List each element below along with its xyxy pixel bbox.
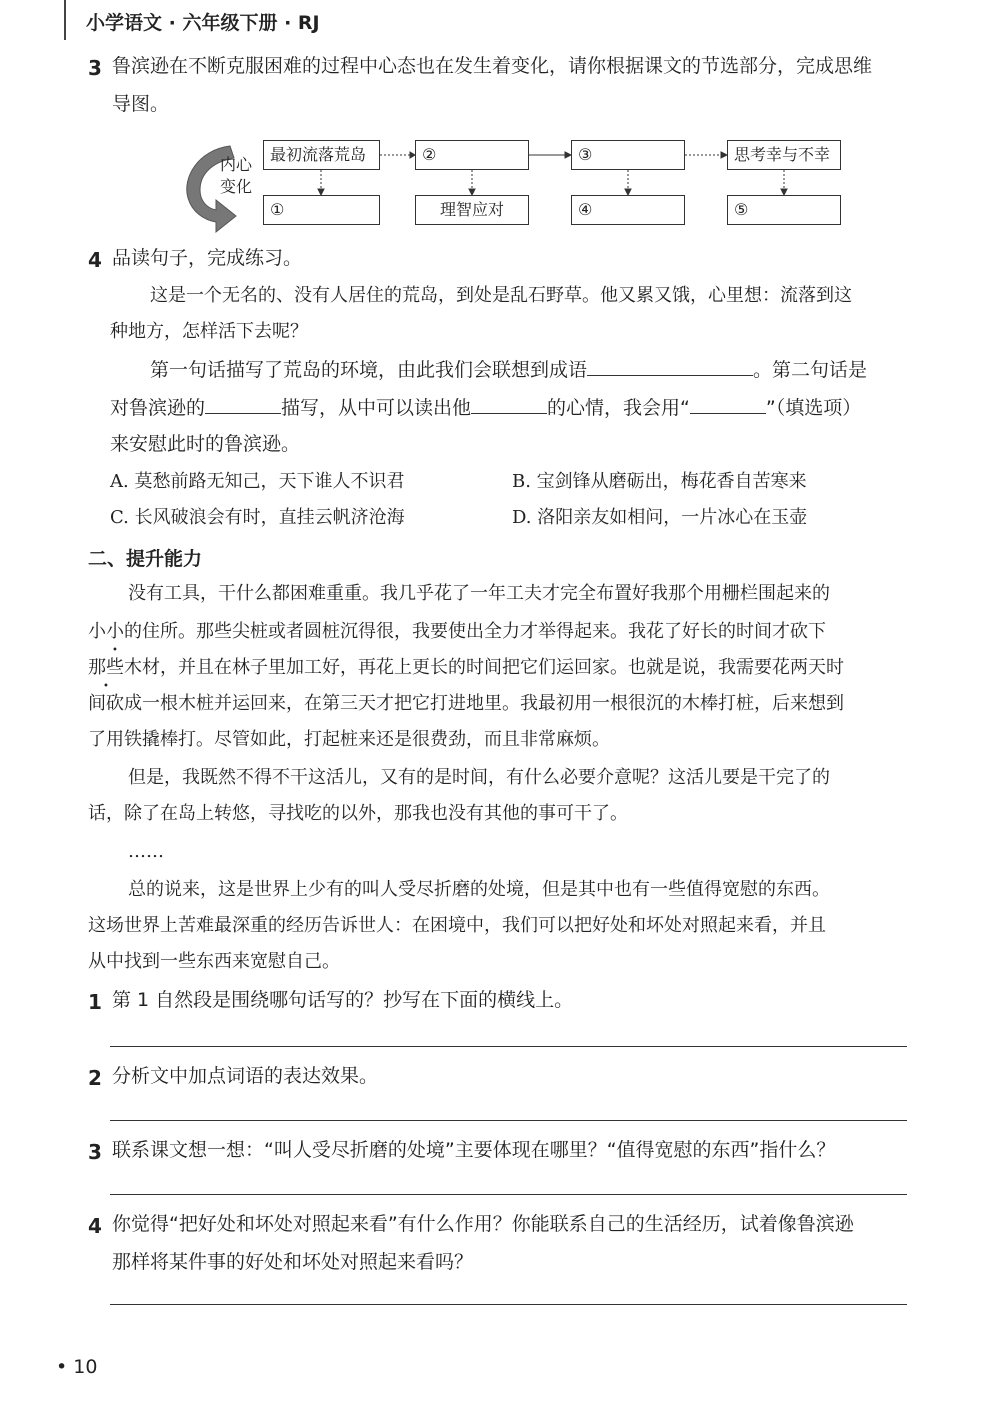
question-3-text-line2: 导图。 (112, 93, 170, 115)
answer-line-1[interactable] (110, 1046, 907, 1047)
option-a: A. 莫愁前路无知己，天下谁人不识君 (110, 471, 405, 492)
dotted-word-xiaoxiaode: 小小的 (88, 621, 142, 642)
option-blank[interactable] (690, 393, 766, 414)
question-number-4: 4 (88, 248, 102, 272)
arrowhead-down-2 (469, 189, 475, 195)
sub-question-4-text-line2: 那样将某件事的好处和坏处对照起来看吗？ (112, 1251, 474, 1273)
passage-line-3-rest: 木材，并且在林子里加工好，再花上更长的时间把它们运回家。也就是说，我需要花两天时 (124, 657, 844, 678)
mindmap-top-box-1: 最初流落荒岛 (263, 140, 380, 170)
sub-question-1-text: 第 1 自然段是围绕哪句话写的？抄写在下面的横线上。 (112, 989, 574, 1011)
answer-line-2[interactable] (110, 1120, 907, 1121)
idiom-blank[interactable] (587, 355, 753, 376)
passage-line-3 (88, 650, 918, 686)
dotted-word-naxie: 那些 (88, 657, 124, 678)
arrowhead-down-3 (625, 189, 631, 195)
arrowhead-3-4 (721, 152, 727, 158)
passage-line-10: 从中找到一些东西来宽慰自己。 (88, 951, 340, 972)
description-type-blank[interactable] (205, 393, 281, 414)
mindmap-top-box-3: ③ (571, 140, 685, 170)
quote-line-2: 种地方，怎样活下去呢？ (110, 321, 308, 342)
question-number-3: 3 (88, 56, 102, 80)
option-b: B. 宝剑锋从磨砺出，梅花香自苦寒来 (512, 471, 807, 492)
fill-paragraph-line-3: 来安慰此时的鲁滨逊。 (110, 433, 301, 455)
fill-text-2a: 对鲁滨逊的 (110, 397, 206, 419)
mindmap-side-label-2: 变化 (220, 177, 253, 196)
fill-paragraph-line-2 (110, 390, 910, 426)
mindmap-top-box-2: ② (415, 140, 529, 170)
option-c: C. 长风破浪会有时，直挂云帆济沧海 (110, 507, 405, 528)
arrowhead-2-3 (565, 152, 571, 158)
passage-line-8: 总的说来，这是世界上少有的叫人受尽折磨的处境，但是其中也有一些值得宽慰的东西。 (128, 879, 830, 900)
section-title: 二、提升能力 (88, 548, 203, 570)
fill-text-2b: 描写，从中可以读出他 (281, 397, 472, 419)
sub-question-2-text: 分析文中加点词语的表达效果。 (112, 1065, 379, 1087)
mindmap-bottom-box-3: ④ (571, 195, 685, 225)
fill-text-1a: 第一句话描写了荒岛的环境，由此我们会联想到成语 (150, 359, 588, 381)
mindmap-bottom-box-2: 理智应对 (415, 195, 529, 225)
arrowhead-down-1 (318, 189, 324, 195)
quote-line-1: 这是一个无名的、没有人居住的荒岛，到处是乱石野草。他又累又饿，心里想：流落到这 (150, 285, 852, 306)
fill-text-1b: 。第二句话是 (753, 359, 868, 381)
page-header-title: 小学语文 · 六年级下册 · RJ (86, 12, 320, 34)
answer-line-3[interactable] (110, 1194, 907, 1195)
mindmap-bottom-box-1: ① (263, 195, 380, 225)
passage-line-1: 没有工具，干什么都困难重重。我几乎花了一年工夫才完全布置好我那个用栅栏围起来的 (128, 583, 830, 604)
arrowhead-down-4 (781, 189, 787, 195)
passage-line-5: 了用铁撬棒打。尽管如此，打起桩来还是很费劲，而且非常麻烦。 (88, 729, 610, 750)
mindmap-arrows (0, 0, 992, 260)
passage-line-9: 这场世界上苦难最深重的经历告诉世人：在困境中，我们可以把好处和坏处对照起来看，并且 (88, 915, 826, 936)
arrowhead-1-2 (410, 152, 415, 158)
sub-question-4-text: 你觉得“把好处和坏处对照起来看”有什么作用？你能联系自己的生活经历，试着像鲁滨逊 (112, 1213, 854, 1235)
fill-paragraph-line-1 (150, 352, 920, 388)
mood-blank[interactable] (471, 393, 547, 414)
passage-line-4: 间砍成一根木桩并运回来，在第三天才把它打进地里。我最初用一根很沉的木棒打桩，后来想到 (88, 693, 844, 714)
mindmap-side-label-1: 内心 (220, 155, 253, 174)
answer-line-4[interactable] (110, 1304, 907, 1305)
passage-ellipsis: …… (128, 841, 164, 862)
mindmap-bottom-box-4: ⑤ (727, 195, 841, 225)
sub-question-number-2: 2 (88, 1066, 102, 1090)
fill-text-2d: ”（填选项） (765, 397, 862, 419)
page-number: • 10 (56, 1356, 98, 1378)
passage-line-2-rest: 住所。那些尖桩或者圆桩沉得很，我要使出全力才举得起来。我花了好长的时间才砍下 (142, 621, 826, 642)
option-d: D. 洛阳亲友如相问，一片冰心在玉壶 (512, 507, 808, 528)
sub-question-number-3: 3 (88, 1140, 102, 1164)
sub-question-3-text: 联系课文想一想：“叫人受尽折磨的处境”主要体现在哪里？“值得宽慰的东西”指什么？ (112, 1139, 836, 1161)
sub-question-number-1: 1 (88, 990, 102, 1014)
mindmap-top-box-4: 思考幸与不幸 (727, 140, 841, 170)
passage-line-7: 话，除了在岛上转悠，寻找吃的以外，那我也没有其他的事可干了。 (88, 803, 628, 824)
question-4-title: 品读句子，完成练习。 (112, 247, 303, 269)
sub-question-number-4: 4 (88, 1214, 102, 1238)
passage-line-2 (88, 614, 918, 650)
fill-text-2c: 的心情，我会用“ (547, 397, 690, 419)
passage-line-6: 但是，我既然不得不干这活儿，又有的是时间，有什么必要介意呢？这活儿要是干完了的 (128, 767, 830, 788)
question-3-text-line1: 鲁滨逊在不断克服困难的过程中心态也在发生着变化，请你根据课文的节选部分，完成思维 (112, 55, 873, 77)
